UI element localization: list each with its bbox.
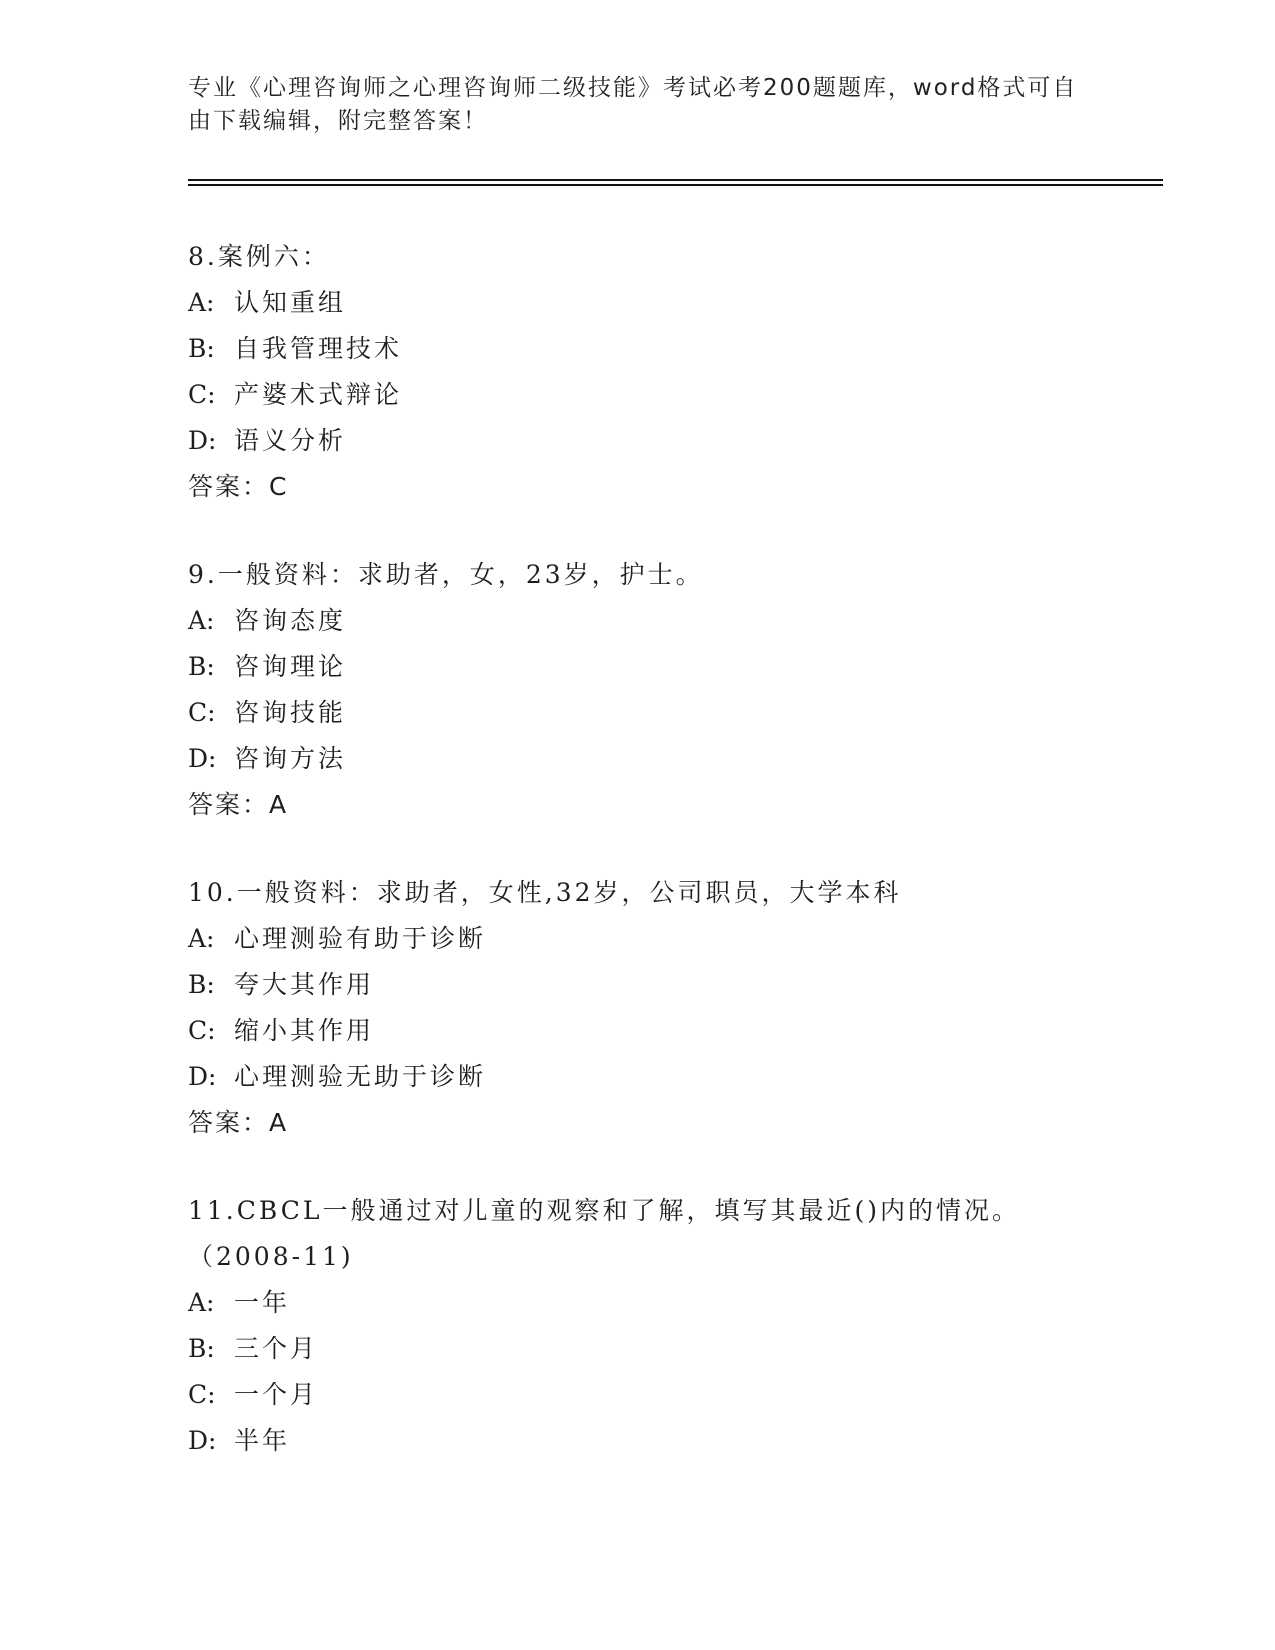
question-10 xyxy=(188,870,1088,1146)
document-header xyxy=(188,72,1078,138)
option-text: 咨询理论 xyxy=(234,652,347,681)
option-key: B: xyxy=(188,334,215,363)
question-9 xyxy=(188,552,1088,828)
option-text: 心理测验有助于诊断 xyxy=(234,924,487,953)
option-d xyxy=(188,1418,1088,1464)
option-c xyxy=(188,690,1088,736)
header-divider-bottom xyxy=(188,184,1163,186)
option-key: C: xyxy=(188,698,216,727)
question-stem: 10.一般资料：求助者，女性,32岁，公司职员，大学本科 xyxy=(188,878,902,907)
answer-line: 答案：A xyxy=(188,1108,289,1137)
option-key: B: xyxy=(188,652,215,681)
option-key: C: xyxy=(188,1016,216,1045)
option-c xyxy=(188,372,1088,418)
option-text: 认知重组 xyxy=(234,288,347,317)
option-key: A: xyxy=(188,288,215,317)
option-text: 咨询技能 xyxy=(234,698,347,727)
option-a xyxy=(188,598,1088,644)
option-text: 咨询方法 xyxy=(234,744,347,773)
option-key: D: xyxy=(188,1426,217,1455)
option-text: 夸大其作用 xyxy=(234,970,375,999)
option-text: 产婆术式辩论 xyxy=(234,380,403,409)
question-list xyxy=(188,234,1088,1506)
option-text: 缩小其作用 xyxy=(234,1016,375,1045)
option-b xyxy=(188,1326,1088,1372)
option-d xyxy=(188,736,1088,782)
option-text: 一个月 xyxy=(234,1380,319,1409)
answer-line: 答案：A xyxy=(188,790,289,819)
option-key: D: xyxy=(188,744,217,773)
option-key: A: xyxy=(188,1288,215,1317)
option-c xyxy=(188,1372,1088,1418)
option-text: 自我管理技术 xyxy=(234,334,403,363)
option-b xyxy=(188,644,1088,690)
answer-line: 答案：C xyxy=(188,472,289,501)
option-text: 语义分析 xyxy=(234,426,347,455)
option-a xyxy=(188,1280,1088,1326)
option-key: A: xyxy=(188,606,215,635)
option-text: 咨询态度 xyxy=(234,606,347,635)
question-stem: 8.案例六： xyxy=(188,242,330,271)
header-divider-top xyxy=(188,179,1163,181)
header-text-line-2: 由下载编辑，附完整答案！ xyxy=(188,108,488,134)
header-text-line-1: 专业《心理咨询师之心理咨询师二级技能》考试必考200题题库，word格式可自 xyxy=(188,75,1078,101)
option-key: C: xyxy=(188,1380,216,1409)
option-key: B: xyxy=(188,970,215,999)
question-8 xyxy=(188,234,1088,510)
option-key: B: xyxy=(188,1334,215,1363)
question-stem: 9.一般资料：求助者，女，23岁，护士。 xyxy=(188,560,704,589)
option-c xyxy=(188,1008,1088,1054)
option-b xyxy=(188,326,1088,372)
option-text: 一年 xyxy=(234,1288,291,1317)
option-key: C: xyxy=(188,380,216,409)
option-a xyxy=(188,916,1088,962)
option-key: D: xyxy=(188,426,217,455)
question-stem: 11.CBCL一般通过对儿童的观察和了解，填写其最近()内的情况。（2008-11) xyxy=(188,1196,1020,1271)
option-d xyxy=(188,418,1088,464)
option-a xyxy=(188,280,1088,326)
option-d xyxy=(188,1054,1088,1100)
option-text: 三个月 xyxy=(234,1334,319,1363)
option-b xyxy=(188,962,1088,1008)
question-11 xyxy=(188,1188,1088,1464)
option-key: A: xyxy=(188,924,215,953)
option-text: 心理测验无助于诊断 xyxy=(234,1062,487,1091)
option-text: 半年 xyxy=(234,1426,291,1455)
option-key: D: xyxy=(188,1062,217,1091)
